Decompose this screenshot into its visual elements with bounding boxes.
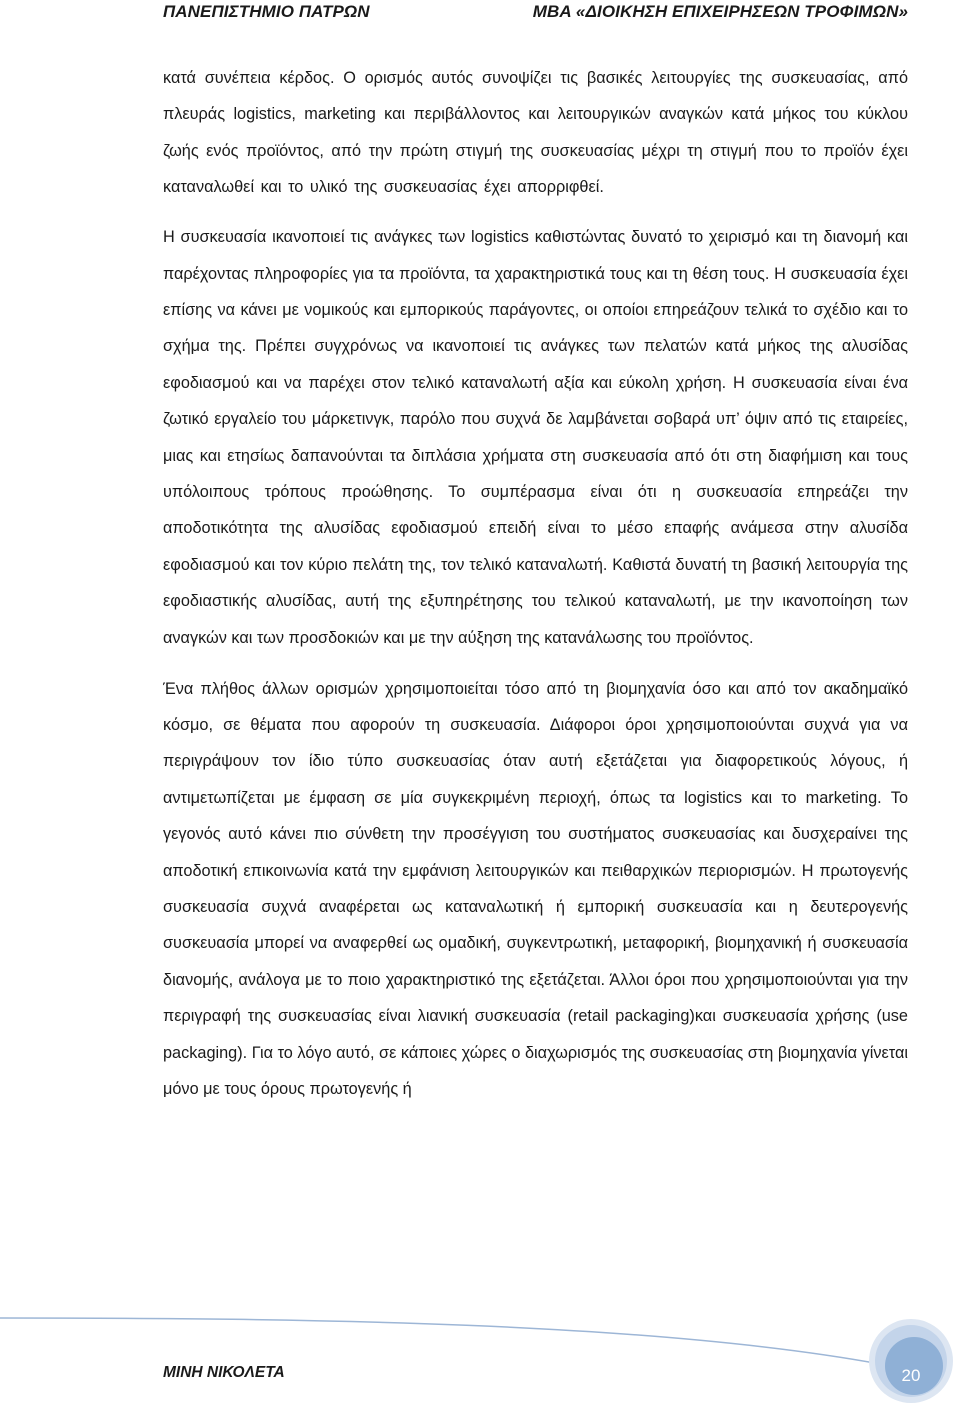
document-body	[163, 60, 908, 1107]
page-header	[0, 0, 960, 28]
author-name: ΜΙΝΗ ΝΙΚΟΛΕΤΑ	[163, 1364, 285, 1381]
program-title: MBA «ΔΙΟΙΚΗΣΗ ΕΠΙΧΕΙΡΗΣΕΩΝ ΤΡΟΦΙΜΩΝ»	[532, 2, 908, 21]
page-number-badge	[868, 1318, 954, 1404]
paragraph-3: Ένα πλήθος άλλων ορισμών χρησιμοποιείται τόσο από τη βιομηχανία όσο και από τον ακαδημαϊκό κόσμο, σε θέματα που αφορούν τη συσκευασία. Διάφοροι όροι χρησιμοποιούνται συχνά για να περιγράψουν τον ίδιο τύπο συσκευασίας όταν αυτή εξετάζεται για διαφορετικούς λόγους, ή αντιμετωπίζεται με έμφαση σε μία συγκεκριμένη περιοχή, όπως τα logistics και το marketing. Το γεγονός αυτό κάνει πιο σύνθετη την προσέγγιση του συστήματος συσκευασίας και δυσχεραίνει της αποδοτική επικοινωνία κατά την εμφάνιση λειτουργικών και πειθαρχικών περιορισμών. Η πρωτογενής συσκευασία συχνά αναφέρεται ως καταναλωτική ή εμπορική συσκευασία και η δευτερογενής συσκευασία μπορεί να αναφερθεί ως ομαδική, συγκεντρωτική, μεταφορική, βιομηχανική ή συσκευασία διανομής, ανάλογα με το ποιο χαρακτηριστικό της εξετάζεται. Άλλοι όροι που χρησιμοποιούνται για την περιγραφή της συσκευασίας είναι λιανική συσκευασία (retail packaging)και συσκευασία χρήσης (use packaging). Για το λόγο αυτό, σε κάποιες χώρες ο διαχωρισμός της συσκευασίας στη βιομηχανία γίνεται μόνο με τους όρους πρωτογενής ή	[163, 679, 908, 1098]
university-name: ΠΑΝΕΠΙΣΤΗΜΙΟ ΠΑΤΡΩΝ	[163, 2, 370, 21]
paragraph-1: κατά συνέπεια κέρδος. Ο ορισμός αυτός συνοψίζει τις βασικές λειτουργίες της συσκευασίας, από πλευράς logistics, marketing και περιβάλλοντος και λειτουργικών αναγκών κατά μήκος του κύκλου ζωής ενός προϊόντος, από την πρώτη στιγμή της συσκευασίας μέχρι τη στιγμή που το προϊόν έχει καταναλωθεί και το υλικό της συσκευασίας έχει απορριφθεί.	[163, 69, 908, 197]
footer-decorative-line	[0, 1316, 960, 1406]
paragraph-2: Η συσκευασία ικανοποιεί τις ανάγκες των logistics καθιστώντας δυνατό το χειρισμό και τη διανομή και παρέχοντας πληροφορίες για τα προϊόντα, τα χαρακτηριστικά τους και τη θέση τους. Η συσκευασία έχει επίσης να κάνει με νομικούς και εμπορικούς παράγοντες, οι οποίοι επηρεάζουν τελικά το σχέδιο και το σχήμα της. Πρέπει συγχρόνως να ικανοποιεί τις ανάγκες των πελατών κατά μήκος της αλυσίδας εφοδιασμού και να παρέχει στον τελικό καταναλωτή αξία και εύκολη χρήση. Η συσκευασία είναι ένα ζωτικό εργαλείο του μάρκετινγκ, παρόλο που συχνά δε λαμβάνεται σοβαρά υπ’ όψιν από τις εταιρείες, μιας και ετησίως δαπανούνται τα διπλάσια χρήματα στη συσκευασία από ότι στη διαφήμιση και τους υπόλοιπους τρόπους προώθησης. Το συμπέρασμα είναι ότι η συσκευασία επηρεάζει την αποδοτικότητα της αλυσίδας εφοδιασμού επειδή είναι το μέσο επαφής ανάμεσα στην αλυσίδα εφοδιασμού και τον κύριο πελάτη της, τον τελικό καταναλωτή. Καθιστά δυνατή τη βασική λειτουργία της εφοδιαστικής αλυσίδας, αυτή της εξυπηρέτησης του τελικού καταναλωτή, με την ικανοποίηση των αναγκών και των προσδοκιών και με την αύξηση της κατανάλωσης του προϊόντος.	[163, 228, 908, 647]
page-number: 20	[901, 1366, 921, 1385]
